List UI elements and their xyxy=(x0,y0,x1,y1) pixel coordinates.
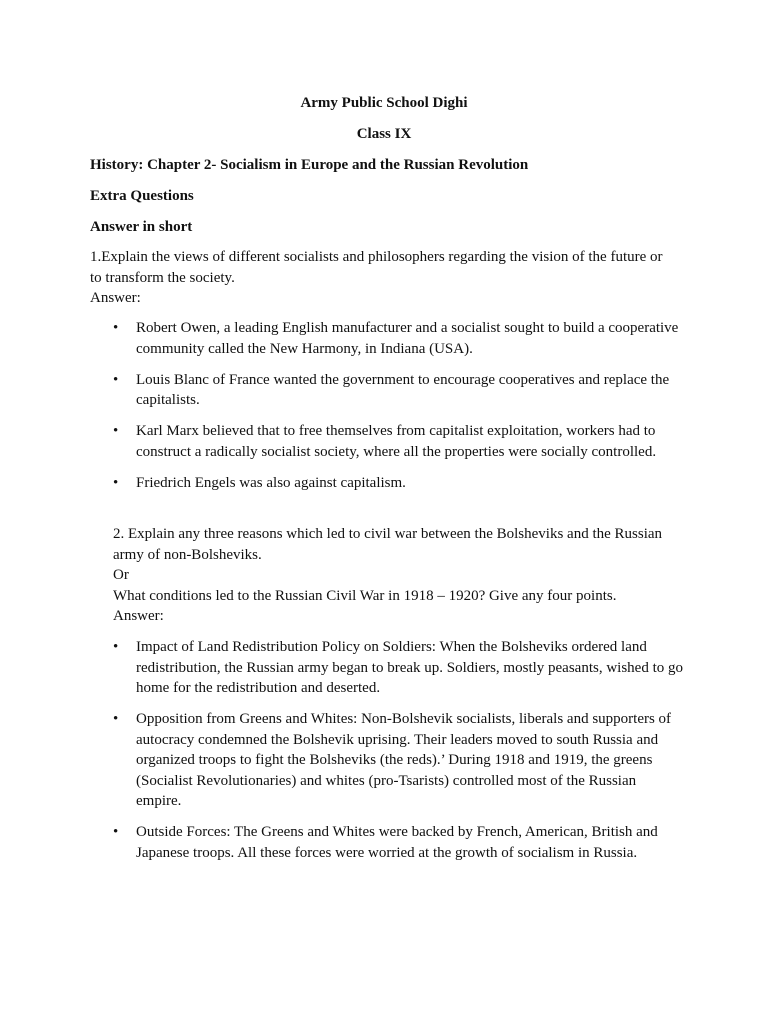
answer-label: Answer: xyxy=(90,290,141,306)
list-item xyxy=(113,370,683,411)
subsection-title: Answer in short xyxy=(90,219,193,235)
bullet-icon: • xyxy=(113,639,119,655)
list-item xyxy=(113,421,683,462)
bullet-icon: • xyxy=(113,423,119,439)
list-item xyxy=(113,473,683,494)
chapter-title: History: Chapter 2- Socialism in Europe and the Russian Revolution xyxy=(90,157,529,173)
answer-label: Answer: xyxy=(113,608,164,624)
list-item-text: Robert Owen, a leading English manufacturer and a socialist sought to build a cooperative community called the New Harmony, in Indiana (USA). xyxy=(136,320,679,357)
class-title: Class IX xyxy=(356,126,412,142)
list-item xyxy=(113,822,683,863)
list-item-text: Impact of Land Redistribution Policy on Soldiers: When the Bolsheviks ordered land redistribution, the Russian army began to break up. Soldiers, mostly peasants, wished to go home for the redistribution and deserted. xyxy=(136,639,684,696)
bullet-icon: • xyxy=(113,320,119,336)
list-item xyxy=(113,318,683,359)
question-1-line-1: 1.Explain the views of different socialists and philosophers regarding the vision of the future or xyxy=(90,249,663,265)
question-1 xyxy=(90,247,680,309)
bullet-icon: • xyxy=(113,474,119,491)
bullet-icon: • xyxy=(113,711,119,727)
list-item-text: Outside Forces: The Greens and Whites were backed by French, American, British and Japanese troops. All these forces were worried at the growth of socialism in Russia. xyxy=(136,824,658,861)
bullet-icon: • xyxy=(113,824,119,840)
question-2-line-2: army of non-Bolsheviks. xyxy=(113,546,262,563)
school-name: Army Public School Dighi xyxy=(300,95,468,111)
bullet-icon: • xyxy=(113,371,119,388)
answer-1-list xyxy=(113,318,683,504)
answer-2-list xyxy=(113,637,683,874)
list-item-text: Opposition from Greens and Whites: Non-Bolshevik socialists, liberals and supporters of autocracy condemned the Bolshevik uprising. Their leaders moved to south Russia and organized troops to fight the Bolsheviks (the reds).’ During 1918 and 1919, the greens (Socialist Revolutionaries) and whites (pro-Tsarists) controlled most of the Russian empire. xyxy=(136,711,672,809)
question-2 xyxy=(113,524,683,627)
alt-question: What conditions led to the Russian Civil War in 1918 – 1920? Give any four points. xyxy=(113,587,617,604)
list-item-text: Louis Blanc of France wanted the government to encourage cooperatives and replace the capitalists. xyxy=(136,371,670,408)
question-1-line-2: to transform the society. xyxy=(90,269,235,286)
question-2-line-1: 2. Explain any three reasons which led to civil war between the Bolsheviks and the Russian xyxy=(113,526,663,542)
list-item xyxy=(113,637,683,699)
section-title: Extra Questions xyxy=(90,188,194,204)
list-item-text: Friedrich Engels was also against capitalism. xyxy=(136,474,406,491)
list-item xyxy=(113,709,683,812)
or-text: Or xyxy=(113,567,129,583)
list-item-text: Karl Marx believed that to free themselves from capitalist exploitation, workers had to construct a radically socialist society, where all the properties were socially controlled. xyxy=(136,423,657,460)
